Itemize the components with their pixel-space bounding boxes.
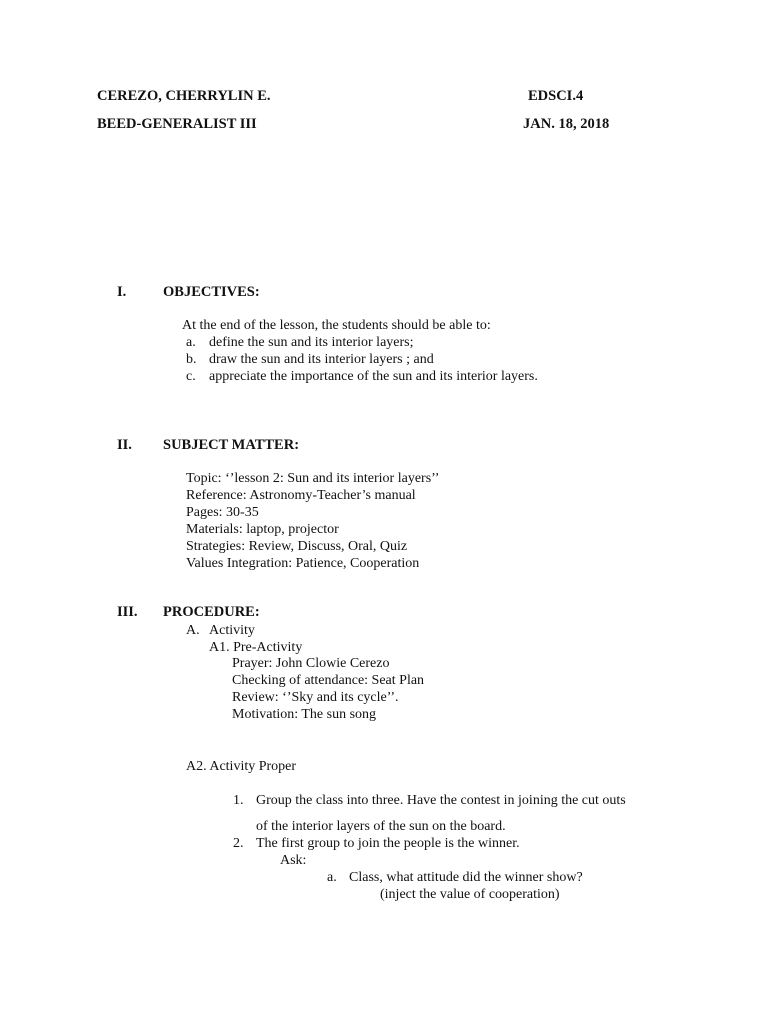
lesson-date: JAN. 18, 2018 xyxy=(523,116,610,132)
objectives-heading: OBJECTIVES: xyxy=(163,284,260,300)
subject-topic: Topic: ‘’lesson 2: Sun and its interior layers’’ xyxy=(186,471,440,486)
question-letter: a. xyxy=(327,870,337,885)
subject-matter-heading: SUBJECT MATTER: xyxy=(163,437,300,453)
subject-strategies: Strategies: Review, Discuss, Oral, Quiz xyxy=(186,539,408,554)
step-text: Group the class into three. Have the contest in joining the cut outs xyxy=(256,793,626,808)
objective-letter: b. xyxy=(186,352,197,367)
objective-item: appreciate the importance of the sun and its interior layers. xyxy=(209,369,538,384)
step-text: The first group to join the people is the winner. xyxy=(256,836,520,851)
ask-label: Ask: xyxy=(280,853,307,868)
step-number: 2. xyxy=(233,836,244,851)
objective-item: define the sun and its interior layers; xyxy=(209,335,414,350)
procedure-numeral: III. xyxy=(117,604,138,620)
student-name: CEREZO, CHERRYLIN E. xyxy=(97,88,271,104)
subject-values: Values Integration: Patience, Cooperation xyxy=(186,556,420,571)
objective-item: draw the sun and its interior layers ; and xyxy=(209,352,434,367)
objectives-numeral: I. xyxy=(117,284,127,300)
value-note: (inject the value of cooperation) xyxy=(380,887,560,902)
step-text-continued: of the interior layers of the sun on the board. xyxy=(256,819,506,834)
subject-code: EDSCI.4 xyxy=(528,88,584,104)
pre-activity-item: Checking of attendance: Seat Plan xyxy=(232,673,425,688)
subject-materials: Materials: laptop, projector xyxy=(186,522,339,537)
subject-matter-numeral: II. xyxy=(117,437,132,453)
pre-activity-item: Review: ‘’Sky and its cycle’’. xyxy=(232,690,399,705)
question-text: Class, what attitude did the winner show? xyxy=(349,870,583,885)
activity-letter: A. xyxy=(186,623,200,638)
step-number: 1. xyxy=(233,793,244,808)
pre-activity-heading: A1. Pre-Activity xyxy=(209,640,303,655)
activity-proper-heading: A2. Activity Proper xyxy=(186,759,297,774)
objective-letter: c. xyxy=(186,369,196,384)
course-year: BEED-GENERALIST III xyxy=(97,116,257,132)
pre-activity-item: Prayer: John Clowie Cerezo xyxy=(232,656,390,671)
objective-letter: a. xyxy=(186,335,196,350)
subject-reference: Reference: Astronomy-Teacher’s manual xyxy=(186,488,416,503)
subject-pages: Pages: 30-35 xyxy=(186,505,259,520)
pre-activity-item: Motivation: The sun song xyxy=(232,707,377,722)
activity-label: Activity xyxy=(209,623,255,638)
objectives-intro: At the end of the lesson, the students should be able to: xyxy=(182,318,491,333)
procedure-heading: PROCEDURE: xyxy=(163,604,260,620)
